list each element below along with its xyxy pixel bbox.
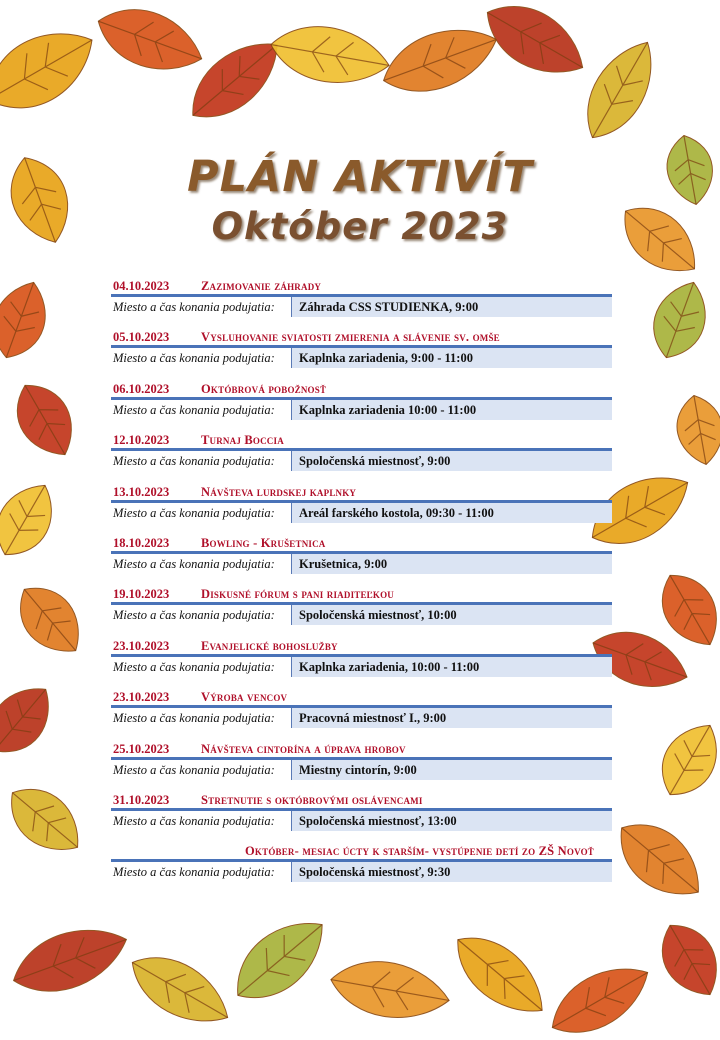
event-detail-row — [111, 297, 612, 317]
event-detail-row — [111, 554, 612, 574]
event-header — [111, 529, 612, 551]
event-detail-row — [111, 348, 612, 368]
event-place-label: Miesto a čas konania podujatia: — [111, 605, 292, 625]
event-title: Vysluhovanie sviatosti zmierenia a slávenie sv. omše — [201, 330, 500, 345]
event-detail-row — [111, 708, 612, 728]
event-place-value: Pracovná miestnosť I., 9:00 — [292, 708, 612, 728]
event-title: Bowling - Krušetnica — [201, 535, 326, 550]
event-place-label: Miesto a čas konania podujatia: — [111, 400, 292, 420]
event-place-label: Miesto a čas konania podujatia: — [111, 503, 292, 523]
event-title: Stretnutie s októbrovými oslávencami — [201, 792, 423, 807]
event-place-value: Kaplnka zariadenia, 10:00 - 11:00 — [292, 657, 612, 677]
event-date: 31.10.2023 — [113, 792, 170, 807]
event-place-value: Spoločenská miestnosť, 9:30 — [292, 862, 612, 882]
event-item — [111, 837, 612, 888]
event-item — [111, 580, 612, 631]
event-detail-row — [111, 400, 612, 420]
event-item — [111, 529, 612, 580]
event-item — [111, 632, 612, 683]
event-title: Októbrová pobožnosť — [201, 381, 327, 396]
event-detail-row — [111, 503, 612, 523]
event-place-value: Spoločenská miestnosť, 10:00 — [292, 605, 612, 625]
event-title: Návšteva cintorína a úprava hrobov — [201, 741, 406, 756]
event-item — [111, 786, 612, 837]
events-list — [111, 272, 612, 889]
event-detail-row — [111, 657, 612, 677]
event-item — [111, 478, 612, 529]
event-place-value: Kaplnka zariadenia 10:00 - 11:00 — [292, 400, 612, 420]
event-title: Turnaj Boccia — [201, 433, 284, 448]
event-date: 13.10.2023 — [113, 484, 170, 499]
event-date: 23.10.2023 — [113, 638, 170, 653]
event-item — [111, 272, 612, 323]
event-date: 18.10.2023 — [113, 535, 170, 550]
event-header — [111, 272, 612, 294]
event-title: Výroba vencov — [201, 690, 288, 705]
event-item — [111, 323, 612, 374]
event-detail-row — [111, 862, 612, 882]
event-title: Zazimovanie záhrady — [201, 279, 322, 293]
event-place-value: Kaplnka zariadenia, 9:00 - 11:00 — [292, 348, 612, 368]
event-place-value: Krušetnica, 9:00 — [292, 554, 612, 574]
event-item — [111, 375, 612, 426]
event-title: Diskusné fórum s pani riaditeľkou — [201, 587, 394, 602]
event-date: 23.10.2023 — [113, 690, 170, 705]
event-header — [111, 375, 612, 397]
event-place-value: Spoločenská miestnosť, 13:00 — [292, 811, 612, 831]
event-title: Návšteva lurdskej kaplnky — [201, 484, 357, 499]
event-place-label: Miesto a čas konania podujatia: — [111, 862, 292, 882]
event-place-label: Miesto a čas konania podujatia: — [111, 708, 292, 728]
event-place-label: Miesto a čas konania podujatia: — [111, 657, 292, 677]
event-date: 04.10.2023 — [113, 279, 170, 293]
event-place-value: Miestny cintorín, 9:00 — [292, 760, 612, 780]
event-place-label: Miesto a čas konania podujatia: — [111, 348, 292, 368]
event-header — [111, 837, 612, 859]
event-detail-row — [111, 811, 612, 831]
event-date: 19.10.2023 — [113, 587, 170, 602]
event-date: 06.10.2023 — [113, 381, 170, 396]
event-place-label: Miesto a čas konania podujatia: — [111, 760, 292, 780]
event-item — [111, 735, 612, 786]
event-detail-row — [111, 451, 612, 471]
event-place-value: Záhrada CSS STUDIENKA, 9:00 — [292, 297, 612, 317]
event-item — [111, 426, 612, 477]
event-date: 05.10.2023 — [113, 330, 170, 345]
event-header — [111, 323, 612, 345]
event-date: 25.10.2023 — [113, 741, 170, 756]
event-header — [111, 580, 612, 602]
event-header — [111, 478, 612, 500]
event-place-label: Miesto a čas konania podujatia: — [111, 811, 292, 831]
event-place-label: Miesto a čas konania podujatia: — [111, 297, 292, 317]
event-place-value: Areál farského kostola, 09:30 - 11:00 — [292, 503, 612, 523]
event-place-value: Spoločenská miestnosť, 9:00 — [292, 451, 612, 471]
event-header — [111, 426, 612, 448]
page-title: PLÁN AKTIVÍT — [187, 152, 533, 202]
event-header — [111, 735, 612, 757]
event-title: Evanjelické bohoslužby — [201, 638, 338, 653]
event-place-label: Miesto a čas konania podujatia: — [111, 554, 292, 574]
event-detail-row — [111, 605, 612, 625]
event-title: Október- mesiac úcty k starším- vystúpenie detí zo ZŠ Novoť — [245, 844, 594, 859]
event-header — [111, 786, 612, 808]
page-subtitle: Október 2023 — [211, 205, 509, 248]
event-header — [111, 683, 612, 705]
event-header — [111, 632, 612, 654]
event-date: 12.10.2023 — [113, 433, 170, 448]
event-detail-row — [111, 760, 612, 780]
event-place-label: Miesto a čas konania podujatia: — [111, 451, 292, 471]
event-item — [111, 683, 612, 734]
